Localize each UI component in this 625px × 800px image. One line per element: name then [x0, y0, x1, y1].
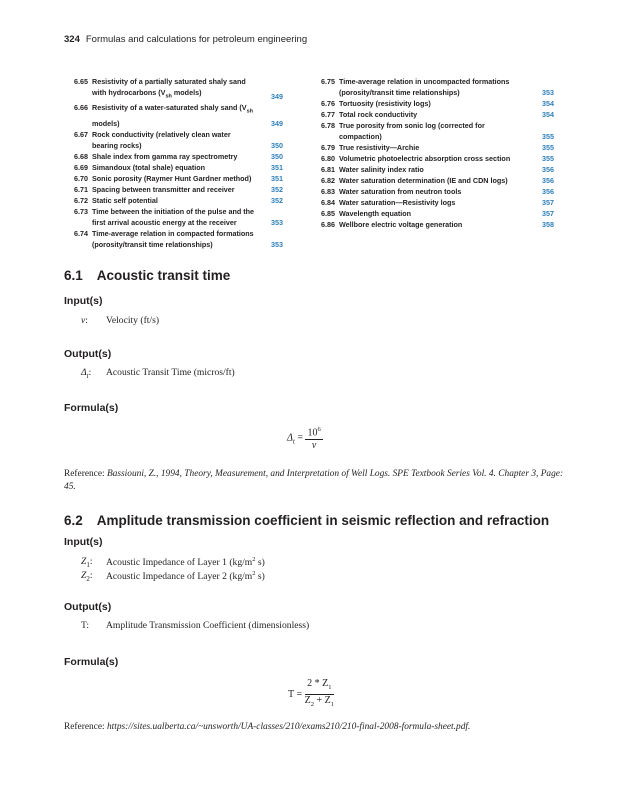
toc-page[interactable]: 354 — [542, 110, 554, 119]
toc-number: 6.67 — [74, 129, 88, 139]
input-description: Velocity (ft/s) — [106, 315, 160, 326]
toc-number: 6.69 — [74, 162, 88, 172]
toc-title: Sonic porosity (Raymer Hunt Gardner method) — [92, 173, 252, 183]
toc-entry[interactable] — [321, 98, 554, 109]
toc-number: 6.74 — [74, 228, 88, 238]
toc-page[interactable]: 351 — [271, 173, 283, 183]
toc-title: Total rock conductivity — [339, 110, 418, 119]
toc-number: 6.76 — [321, 99, 335, 108]
input-symbol: v: — [81, 315, 88, 326]
toc-entry[interactable] — [321, 109, 554, 120]
toc-number: 6.86 — [321, 220, 335, 229]
toc-page[interactable]: 358 — [542, 220, 554, 229]
toc-title: Time-average relation in compacted formations (porosity/transit time relationships) — [92, 228, 254, 249]
formula-acoustic-transit-time: $\Delta_t$ = $\frac{10^6}{v}$ — [287, 426, 321, 452]
toc-page[interactable]: 352 — [271, 195, 283, 205]
input-symbol: $Z_2$: — [81, 570, 93, 583]
toc-page[interactable]: 353 — [271, 239, 283, 249]
toc-page[interactable]: 354 — [542, 99, 554, 108]
inputs-heading: Input(s) — [64, 536, 103, 548]
toc-right-column — [321, 76, 554, 230]
toc-entry[interactable] — [74, 206, 283, 228]
toc-page[interactable]: 356 — [542, 165, 554, 174]
toc-number: 6.84 — [321, 198, 335, 207]
toc-title: Water salinity index ratio — [339, 165, 424, 174]
toc-title: Spacing between transmitter and receiver — [92, 184, 235, 194]
toc-entry[interactable] — [74, 151, 283, 162]
toc-title: Rock conductivity (relatively clean water bearing rocks) — [92, 129, 231, 150]
toc-number: 6.79 — [321, 143, 335, 152]
toc-left-column — [74, 76, 283, 250]
output-symbol: $\Delta_t$: — [81, 367, 92, 380]
toc-number: 6.75 — [321, 77, 335, 86]
outputs-heading: Output(s) — [64, 348, 112, 360]
toc-number: 6.77 — [321, 110, 335, 119]
toc-title: Water saturation from neutron tools — [339, 187, 462, 196]
toc-entry[interactable] — [74, 228, 283, 250]
toc-title: Water saturation determination (IE and CDN logs) — [339, 176, 508, 185]
toc-number: 6.85 — [321, 209, 335, 218]
section-number: 6.2 — [64, 513, 83, 528]
toc-page[interactable]: 357 — [542, 198, 554, 207]
toc-page[interactable]: 355 — [542, 143, 554, 152]
toc-number: 6.82 — [321, 176, 335, 185]
output-description: Amplitude Transmission Coefficient (dimensionless) — [106, 620, 310, 631]
toc-title: Resistivity of a partially saturated shaly sand with hydrocarbons ($V_{sh}$ models) — [92, 77, 246, 100]
toc-page[interactable]: 353 — [271, 217, 283, 227]
toc-entry[interactable] — [321, 164, 554, 175]
toc-title: Static self potential — [92, 195, 158, 205]
toc-entry[interactable] — [74, 102, 283, 128]
toc-number: 6.83 — [321, 187, 335, 196]
section-title: Acoustic transit time — [96, 268, 231, 283]
toc-number: 6.66 — [74, 103, 88, 113]
toc-entry[interactable] — [74, 129, 283, 151]
toc-entry[interactable] — [74, 195, 283, 206]
toc-title: Volumetric photoelectric absorption cross section — [339, 154, 511, 163]
toc-page[interactable]: 351 — [271, 162, 283, 172]
toc-page[interactable]: 356 — [542, 187, 554, 196]
running-title: Formulas and calculations for petroleum engineering — [85, 34, 308, 45]
toc-entry[interactable] — [321, 120, 554, 142]
toc-title: Resistivity of a water-saturated shaly sand ($V_{sh}$ models) — [92, 103, 254, 128]
toc-entry[interactable] — [74, 184, 283, 195]
reference-link[interactable]: https://sites.ualberta.ca/~unsworth/UA-classes/210/exams210/210-final-2008-formula-sheet.pdf. — [106, 722, 471, 732]
toc-page[interactable]: 357 — [542, 209, 554, 218]
formula-heading: Formula(s) — [64, 402, 119, 414]
toc-entry[interactable] — [321, 208, 554, 219]
toc-title: True resistivity—Archie — [339, 143, 420, 152]
toc-page[interactable]: 355 — [542, 154, 554, 163]
toc-title: Tortuosity (resistivity logs) — [339, 99, 431, 108]
toc-title: Time between the initiation of the pulse and the first arrival acoustic energy at the receiver — [92, 206, 254, 227]
toc-entry[interactable] — [321, 175, 554, 186]
output-symbol: T: — [81, 620, 90, 631]
section-title: Amplitude transmission coefficient in seismic reflection and refraction — [96, 513, 550, 528]
toc-entry[interactable] — [74, 162, 283, 173]
page-number: 324 — [64, 34, 80, 45]
toc-number: 6.81 — [321, 165, 335, 174]
toc-entry[interactable] — [74, 76, 283, 102]
toc-entry[interactable] — [321, 142, 554, 153]
inputs-heading: Input(s) — [64, 295, 103, 307]
toc-entry[interactable] — [74, 173, 283, 184]
toc-title: True porosity from sonic log (corrected for compaction) — [339, 121, 485, 141]
formula-heading: Formula(s) — [64, 656, 119, 668]
toc-entry[interactable] — [321, 76, 554, 98]
toc-number: 6.73 — [74, 206, 88, 216]
input-description: Acoustic Impedance of Layer 1 ($kg/m^2$ s) — [106, 556, 265, 569]
toc-title: Simandoux (total shale) equation — [92, 162, 206, 172]
toc-entry[interactable] — [321, 219, 554, 230]
section-number: 6.1 — [64, 268, 83, 283]
toc-number: 6.72 — [74, 195, 88, 205]
toc-entry[interactable] — [321, 153, 554, 164]
toc-page[interactable]: 353 — [542, 88, 554, 97]
toc-number: 6.78 — [321, 121, 335, 130]
toc-entry[interactable] — [321, 197, 554, 208]
input-symbol: $Z_1$: — [81, 556, 93, 569]
section-heading — [64, 513, 549, 528]
toc-number: 6.71 — [74, 184, 88, 194]
toc-title: Wavelength equation — [339, 209, 412, 218]
reference: Reference: Bassiouni, Z., 1994, Theory, Measurement, and Interpretation of Well Logs. SPE Textbook Series Vol. 4. Chapter 3, Page: 45. — [64, 469, 564, 492]
formula-transmission-coefficient: T = $\frac{2 * Z_1}{Z_2 + Z_1}$ — [288, 678, 334, 708]
running-header — [64, 34, 307, 45]
reference: Reference: https://sites.ualberta.ca/~unsworth/UA-classes/210/exams210/210-final-2008-formula-sheet.pdf. — [64, 722, 471, 732]
toc-number: 6.80 — [321, 154, 335, 163]
section-heading — [64, 268, 230, 283]
toc-number: 6.65 — [74, 77, 88, 86]
outputs-heading: Output(s) — [64, 601, 112, 613]
toc-title: Water saturation—Resistivity logs — [339, 198, 456, 207]
toc-page[interactable]: 349 — [271, 92, 283, 102]
toc-number: 6.68 — [74, 151, 88, 161]
toc-page[interactable]: 355 — [542, 132, 554, 141]
toc-page[interactable]: 350 — [271, 140, 283, 150]
toc-page[interactable]: 350 — [271, 151, 283, 161]
toc-title: Wellbore electric voltage generation — [339, 220, 463, 229]
toc-title: Time-average relation in uncompacted formations (porosity/transit time relationships) — [339, 77, 510, 97]
toc-title: Shale index from gamma ray spectrometry — [92, 151, 238, 161]
input-description: Acoustic Impedance of Layer 2 ($kg/m^2$ s) — [106, 570, 265, 583]
toc-page[interactable]: 349 — [271, 118, 283, 128]
toc-entry[interactable] — [321, 186, 554, 197]
toc-page[interactable]: 356 — [542, 176, 554, 185]
output-description: Acoustic Transit Time (micros/ft) — [106, 367, 235, 378]
toc-page[interactable]: 352 — [271, 184, 283, 194]
toc-number: 6.70 — [74, 173, 88, 183]
